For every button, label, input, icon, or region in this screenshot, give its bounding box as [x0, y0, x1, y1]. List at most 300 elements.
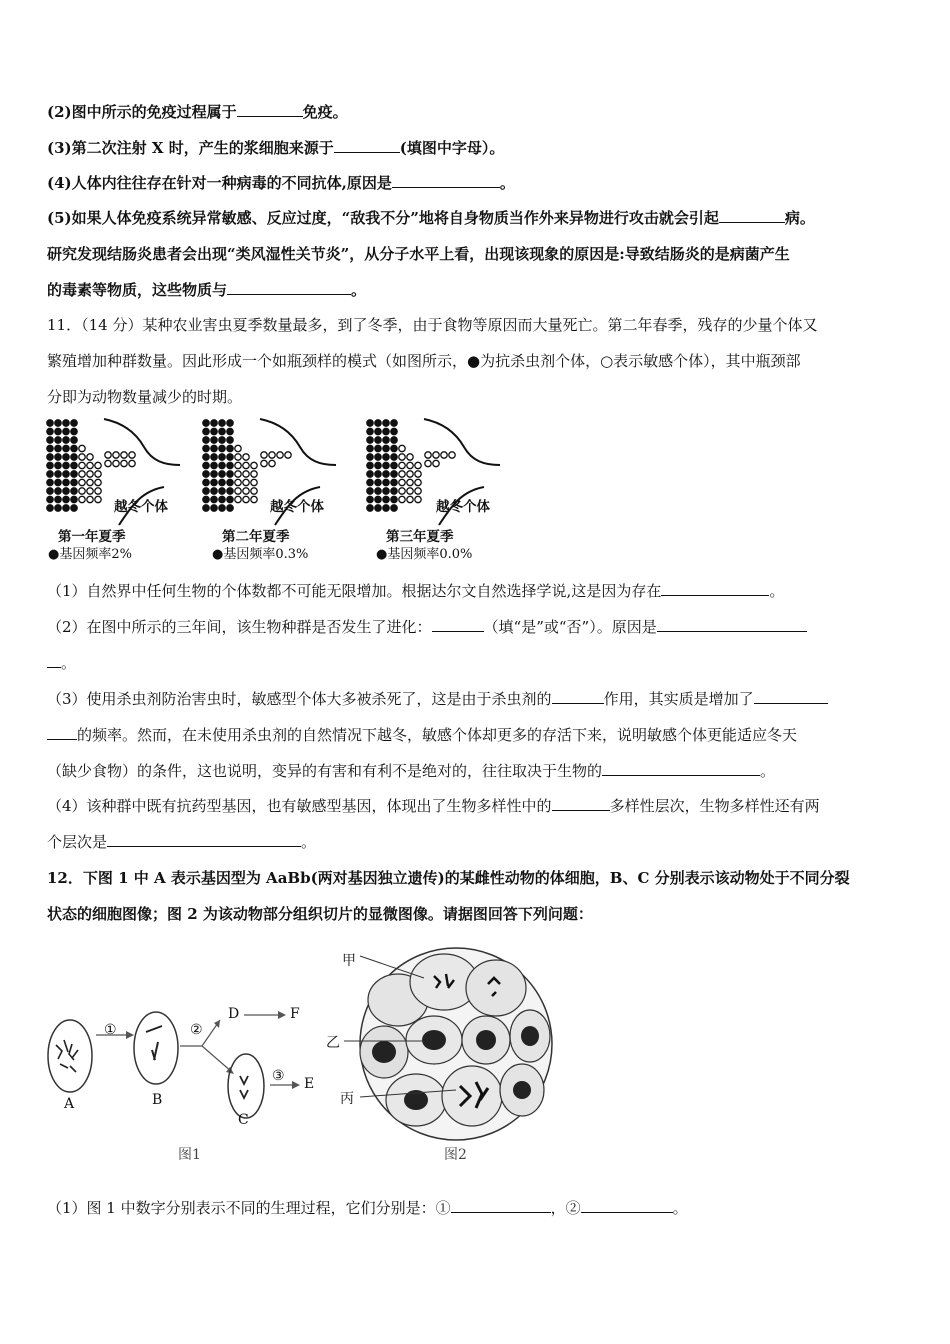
cell-division-figure — [44, 940, 564, 1170]
sensitive-individual-dot — [399, 488, 405, 494]
resistant-individual-dot — [211, 488, 217, 494]
overwinter-label: 越冬个体 — [114, 499, 168, 515]
sensitive-individual-dot — [407, 462, 413, 468]
overwinter-label: 越冬个体 — [436, 499, 490, 515]
resistant-individual-dot — [391, 479, 397, 485]
sensitive-individual-dot — [415, 488, 421, 494]
cell-label-b: B — [152, 1092, 163, 1108]
question-11 — [47, 315, 817, 335]
resistant-individual-dot — [55, 420, 61, 426]
resistant-individual-dot — [47, 420, 53, 426]
resistant-individual-dot — [391, 488, 397, 494]
sensitive-individual-dot — [79, 454, 85, 460]
text: 的频率。然而，在未使用杀虫剂的自然情况下越冬，敏感个体却更多的存活下来，说明敏感个体更能适应冬天 — [77, 726, 798, 744]
sensitive-individual-dot — [399, 454, 405, 460]
step-1-label: ① — [104, 1022, 117, 1038]
step-2-label: ② — [190, 1022, 203, 1038]
resistant-individual-dot — [383, 437, 389, 443]
sensitive-individual-dot — [449, 452, 455, 458]
resistant-individual-dot — [63, 462, 69, 468]
answer-blank[interactable] — [719, 208, 785, 223]
resistant-individual-dot — [211, 437, 217, 443]
resistant-individual-dot — [219, 488, 225, 494]
resistant-individual-dot — [375, 420, 381, 426]
sensitive-individual-dot — [261, 452, 267, 458]
resistant-individual-dot — [219, 454, 225, 460]
resistant-individual-dot — [375, 454, 381, 460]
sensitive-individual-dot — [235, 462, 241, 468]
sensitive-individual-dot — [407, 471, 413, 477]
sensitive-individual-dot — [95, 479, 101, 485]
resistant-individual-dot — [367, 488, 373, 494]
sensitive-individual-dot — [79, 488, 85, 494]
gene-frequency-label: ●基因频率2% — [48, 547, 132, 562]
text-line — [47, 617, 807, 637]
answer-blank[interactable] — [451, 1198, 551, 1213]
resistant-individual-dot — [211, 479, 217, 485]
sensitive-individual-dot — [79, 496, 85, 502]
resistant-individual-dot — [203, 445, 209, 451]
resistant-individual-dot — [63, 428, 69, 434]
text: 作用，其实质是增加了 — [603, 690, 754, 708]
sensitive-individual-dot — [415, 471, 421, 477]
resistant-individual-dot — [367, 428, 373, 434]
answer-blank[interactable] — [237, 102, 303, 117]
sensitive-individual-dot — [251, 462, 257, 468]
cell-label-e: E — [304, 1076, 315, 1092]
sensitive-individual-dot — [433, 460, 439, 466]
resistant-individual-dot — [227, 496, 233, 502]
resistant-individual-dot — [383, 496, 389, 502]
overwinter-label: 越冬个体 — [270, 499, 324, 515]
text-line — [47, 796, 820, 816]
resistant-individual-dot — [71, 428, 77, 434]
sensitive-individual-dot — [415, 462, 421, 468]
text-line — [47, 761, 775, 781]
population-figure — [44, 415, 514, 565]
resistant-individual-dot — [211, 445, 217, 451]
resistant-individual-dot — [383, 445, 389, 451]
sensitive-individual-dot — [113, 452, 119, 458]
sensitive-individual-dot — [95, 496, 101, 502]
resistant-individual-dot — [63, 445, 69, 451]
text-line — [47, 689, 828, 709]
sensitive-individual-dot — [251, 479, 257, 485]
text: 分即为动物数量减少的时期。 — [47, 388, 243, 406]
resistant-individual-dot — [55, 445, 61, 451]
resistant-individual-dot — [63, 454, 69, 460]
resistant-individual-dot — [375, 428, 381, 434]
answer-blank[interactable] — [47, 653, 61, 668]
resistant-individual-dot — [211, 420, 217, 426]
resistant-individual-dot — [55, 428, 61, 434]
resistant-individual-dot — [203, 479, 209, 485]
text-line — [47, 1198, 688, 1218]
sensitive-individual-dot — [243, 462, 249, 468]
text: 。 — [760, 762, 776, 780]
text-line — [47, 725, 797, 745]
resistant-individual-dot — [219, 496, 225, 502]
figure-1-caption: 图1 — [178, 1147, 201, 1163]
resistant-individual-dot — [47, 454, 53, 460]
sensitive-individual-dot — [235, 488, 241, 494]
sensitive-individual-dot — [425, 452, 431, 458]
gene-frequency-label: ●基因频率0.3% — [212, 547, 309, 562]
sensitive-individual-dot — [407, 454, 413, 460]
resistant-individual-dot — [383, 471, 389, 477]
resistant-individual-dot — [55, 437, 61, 443]
resistant-individual-dot — [227, 454, 233, 460]
text-line — [47, 280, 366, 300]
answer-blank[interactable] — [432, 617, 484, 632]
resistant-individual-dot — [219, 462, 225, 468]
resistant-individual-dot — [211, 505, 217, 511]
sensitive-individual-dot — [79, 479, 85, 485]
resistant-individual-dot — [47, 496, 53, 502]
sensitive-individual-dot — [425, 460, 431, 466]
sensitive-individual-dot — [251, 471, 257, 477]
resistant-individual-dot — [367, 479, 373, 485]
resistant-individual-dot — [391, 505, 397, 511]
resistant-individual-dot — [71, 496, 77, 502]
resistant-individual-dot — [227, 428, 233, 434]
sensitive-individual-dot — [105, 452, 111, 458]
resistant-individual-dot — [367, 420, 373, 426]
resistant-individual-dot — [211, 462, 217, 468]
sensitive-individual-dot — [243, 471, 249, 477]
text-line — [47, 138, 504, 158]
sensitive-individual-dot — [87, 479, 93, 485]
figure-2-caption: 图2 — [444, 1147, 467, 1163]
sensitive-individual-dot — [79, 462, 85, 468]
resistant-individual-dot — [71, 454, 77, 460]
sensitive-individual-dot — [79, 445, 85, 451]
resistant-individual-dot — [211, 496, 217, 502]
resistant-individual-dot — [203, 462, 209, 468]
sensitive-individual-dot — [243, 488, 249, 494]
resistant-individual-dot — [367, 496, 373, 502]
text: (填图中字母）。 — [399, 139, 505, 157]
answer-blank[interactable] — [227, 280, 351, 295]
answer-blank[interactable] — [334, 138, 400, 153]
resistant-individual-dot — [203, 505, 209, 511]
resistant-individual-dot — [211, 428, 217, 434]
figure-2 — [344, 948, 552, 1140]
answer-blank[interactable] — [754, 689, 828, 704]
resistant-individual-dot — [227, 479, 233, 485]
resistant-individual-dot — [367, 445, 373, 451]
resistant-individual-dot — [203, 428, 209, 434]
sensitive-individual-dot — [243, 496, 249, 502]
resistant-individual-dot — [47, 471, 53, 477]
sensitive-individual-dot — [95, 488, 101, 494]
answer-blank[interactable] — [581, 1198, 673, 1213]
resistant-individual-dot — [219, 479, 225, 485]
text: （4）该种群中既有抗药型基因，也有敏感型基因，体现出了生物多样性中的 — [47, 797, 552, 815]
resistant-individual-dot — [63, 471, 69, 477]
answer-blank[interactable] — [392, 173, 500, 188]
sensitive-individual-dot — [399, 471, 405, 477]
label-bing: 丙 — [340, 1091, 354, 1107]
text: 。 — [301, 833, 317, 851]
resistant-individual-dot — [55, 471, 61, 477]
resistant-individual-dot — [219, 471, 225, 477]
text: 的毒素等物质，这些物质与 — [47, 281, 228, 299]
cell-label-a: A — [64, 1096, 75, 1112]
resistant-individual-dot — [55, 479, 61, 485]
text: 。 — [672, 1199, 688, 1217]
resistant-individual-dot — [367, 454, 373, 460]
text: 状态的细胞图像；图 2 为该动物部分组织切片的显微图像。请据图回答下列问题： — [47, 905, 593, 923]
resistant-individual-dot — [375, 505, 381, 511]
sensitive-individual-dot — [407, 479, 413, 485]
resistant-individual-dot — [391, 454, 397, 460]
resistant-individual-dot — [219, 445, 225, 451]
sensitive-individual-dot — [261, 460, 267, 466]
resistant-individual-dot — [211, 471, 217, 477]
resistant-individual-dot — [367, 471, 373, 477]
sensitive-individual-dot — [113, 460, 119, 466]
answer-blank[interactable] — [602, 761, 760, 776]
resistant-individual-dot — [63, 488, 69, 494]
sensitive-individual-dot — [243, 479, 249, 485]
resistant-individual-dot — [47, 462, 53, 468]
resistant-individual-dot — [203, 454, 209, 460]
text: (3)第二次注射 X 时，产生的浆细胞来源于 — [47, 139, 334, 157]
resistant-individual-dot — [55, 462, 61, 468]
resistant-individual-dot — [227, 471, 233, 477]
sensitive-individual-dot — [87, 471, 93, 477]
cell-label-d: D — [228, 1006, 240, 1022]
sensitive-individual-dot — [129, 452, 135, 458]
sensitive-individual-dot — [269, 452, 275, 458]
resistant-individual-dot — [71, 437, 77, 443]
resistant-individual-dot — [71, 505, 77, 511]
resistant-individual-dot — [55, 496, 61, 502]
resistant-individual-dot — [219, 420, 225, 426]
resistant-individual-dot — [219, 428, 225, 434]
population-panel-3 — [364, 415, 514, 560]
resistant-individual-dot — [367, 462, 373, 468]
sensitive-individual-dot — [399, 479, 405, 485]
resistant-individual-dot — [47, 505, 53, 511]
sensitive-individual-dot — [399, 445, 405, 451]
resistant-individual-dot — [71, 488, 77, 494]
resistant-individual-dot — [63, 505, 69, 511]
resistant-individual-dot — [47, 479, 53, 485]
sensitive-individual-dot — [415, 479, 421, 485]
text-line — [47, 653, 76, 673]
resistant-individual-dot — [375, 437, 381, 443]
resistant-individual-dot — [71, 471, 77, 477]
population-panel-1 — [44, 415, 194, 560]
label-jia: 甲 — [342, 953, 356, 969]
resistant-individual-dot — [71, 445, 77, 451]
resistant-individual-dot — [383, 479, 389, 485]
population-panel-2 — [200, 415, 350, 560]
sensitive-individual-dot — [79, 471, 85, 477]
resistant-individual-dot — [203, 420, 209, 426]
sensitive-individual-dot — [407, 496, 413, 502]
text: 12．下图 1 中 A 表示基因型为 AaBb(两对基因独立遗传)的某雌性动物的体细胞，B、C 分别表示该动物处于不同分裂 — [47, 869, 850, 887]
text: （3）使用杀虫剂防治害虫时，敏感型个体大多被杀死了，这是由于杀虫剂的 — [47, 690, 552, 708]
sensitive-individual-dot — [399, 496, 405, 502]
resistant-individual-dot — [375, 479, 381, 485]
answer-blank[interactable] — [107, 832, 301, 847]
sensitive-individual-dot — [251, 488, 257, 494]
step-3-label: ③ — [272, 1068, 285, 1084]
text: （缺少食物）的条件，这也说明，变异的有害和有利不是绝对的，往往取决于生物的 — [47, 762, 603, 780]
text-line — [47, 387, 242, 407]
text: 。 — [61, 654, 77, 672]
sensitive-individual-dot — [235, 479, 241, 485]
resistant-individual-dot — [211, 454, 217, 460]
sensitive-individual-dot — [87, 462, 93, 468]
sensitive-individual-dot — [269, 460, 275, 466]
resistant-individual-dot — [227, 462, 233, 468]
text: 繁殖增加种群数量。因此形成一个如瓶颈样的模式（如图所示，●为抗杀虫剂个体，○表示敏感个体），其中瓶颈部 — [47, 352, 801, 370]
resistant-individual-dot — [203, 471, 209, 477]
text: 。 — [351, 281, 367, 299]
sensitive-individual-dot — [87, 454, 93, 460]
text: 多样性层次，生物多样性还有两 — [609, 797, 820, 815]
resistant-individual-dot — [47, 445, 53, 451]
text: ，② — [550, 1199, 581, 1217]
resistant-individual-dot — [391, 428, 397, 434]
sensitive-individual-dot — [105, 460, 111, 466]
text: (5)如果人体免疫系统异常敏感、反应过度，“敌我不分”地将自身物质当作外来异物进行攻击就会引起 — [47, 209, 719, 227]
cell-division-drawing — [44, 940, 564, 1170]
sensitive-individual-dot — [121, 460, 127, 466]
season-label: 第一年夏季 — [58, 529, 126, 545]
resistant-individual-dot — [55, 505, 61, 511]
answer-blank[interactable] — [552, 689, 604, 704]
sensitive-individual-dot — [243, 454, 249, 460]
resistant-individual-dot — [71, 420, 77, 426]
sensitive-individual-dot — [129, 460, 135, 466]
sensitive-individual-dot — [277, 452, 283, 458]
answer-blank[interactable] — [661, 581, 769, 596]
resistant-individual-dot — [375, 445, 381, 451]
text: (4)人体内往往存在针对一种病毒的不同抗体,原因是 — [47, 174, 392, 192]
resistant-individual-dot — [391, 420, 397, 426]
resistant-individual-dot — [55, 488, 61, 494]
sensitive-individual-dot — [235, 454, 241, 460]
resistant-individual-dot — [383, 420, 389, 426]
text: 病。 — [784, 209, 815, 227]
sensitive-individual-dot — [87, 488, 93, 494]
resistant-individual-dot — [227, 505, 233, 511]
answer-blank[interactable] — [47, 725, 77, 740]
resistant-individual-dot — [219, 437, 225, 443]
text-line — [47, 904, 593, 924]
resistant-individual-dot — [63, 479, 69, 485]
figure-1 — [48, 1011, 300, 1118]
resistant-individual-dot — [219, 505, 225, 511]
resistant-individual-dot — [383, 505, 389, 511]
resistant-individual-dot — [391, 496, 397, 502]
sensitive-individual-dot — [235, 445, 241, 451]
text-line — [47, 244, 790, 264]
text: 。 — [499, 174, 515, 192]
cell-label-f: F — [290, 1006, 300, 1022]
text-line — [47, 173, 515, 193]
resistant-individual-dot — [71, 479, 77, 485]
text-line — [47, 102, 348, 122]
resistant-individual-dot — [383, 428, 389, 434]
resistant-individual-dot — [227, 437, 233, 443]
text-line — [47, 351, 801, 371]
text-line — [47, 832, 316, 852]
text: （1）自然界中任何生物的个体数都不可能无限增加。根据达尔文自然选择学说,这是因为存在 — [47, 582, 662, 600]
resistant-individual-dot — [383, 462, 389, 468]
resistant-individual-dot — [391, 445, 397, 451]
text: (2)图中所示的免疫过程属于 — [47, 103, 237, 121]
resistant-individual-dot — [203, 496, 209, 502]
question-12 — [47, 868, 850, 888]
resistant-individual-dot — [227, 488, 233, 494]
sensitive-individual-dot — [235, 471, 241, 477]
resistant-individual-dot — [203, 488, 209, 494]
season-label: 第二年夏季 — [222, 529, 290, 545]
resistant-individual-dot — [203, 437, 209, 443]
sensitive-individual-dot — [415, 496, 421, 502]
text: 11．（14 分）某种农业害虫夏季数量最多，到了冬季，由于食物等原因而大量死亡。第二年春季，残存的少量个体又 — [47, 316, 818, 334]
resistant-individual-dot — [367, 505, 373, 511]
sensitive-individual-dot — [399, 462, 405, 468]
sensitive-individual-dot — [251, 496, 257, 502]
resistant-individual-dot — [63, 437, 69, 443]
resistant-individual-dot — [391, 462, 397, 468]
sensitive-individual-dot — [87, 496, 93, 502]
resistant-individual-dot — [391, 437, 397, 443]
text: 研究发现结肠炎患者会出现“类风湿性关节炎”，从分子水平上看，出现该现象的原因是:导致结肠炎的是病菌产生 — [47, 245, 790, 263]
text: （2）在图中所示的三年间，该生物种群是否发生了进化： — [47, 618, 432, 636]
sensitive-individual-dot — [95, 462, 101, 468]
resistant-individual-dot — [71, 462, 77, 468]
text-line — [47, 581, 784, 601]
sensitive-individual-dot — [285, 452, 291, 458]
text: （1）图 1 中数字分别表示不同的生理过程，它们分别是：① — [47, 1199, 451, 1217]
gene-frequency-label: ●基因频率0.0% — [376, 547, 473, 562]
resistant-individual-dot — [391, 471, 397, 477]
text: 。 — [769, 582, 785, 600]
resistant-individual-dot — [375, 496, 381, 502]
resistant-individual-dot — [375, 471, 381, 477]
resistant-individual-dot — [227, 445, 233, 451]
resistant-individual-dot — [227, 420, 233, 426]
answer-blank[interactable] — [657, 617, 807, 632]
resistant-individual-dot — [55, 454, 61, 460]
resistant-individual-dot — [63, 496, 69, 502]
answer-blank[interactable] — [552, 796, 610, 811]
season-label: 第三年夏季 — [386, 529, 454, 545]
sensitive-individual-dot — [441, 452, 447, 458]
text: 个层次是 — [47, 833, 108, 851]
resistant-individual-dot — [367, 437, 373, 443]
resistant-individual-dot — [47, 428, 53, 434]
cell-label-c: C — [238, 1112, 249, 1128]
text-line — [47, 208, 815, 228]
resistant-individual-dot — [375, 488, 381, 494]
resistant-individual-dot — [63, 420, 69, 426]
resistant-individual-dot — [47, 488, 53, 494]
sensitive-individual-dot — [407, 488, 413, 494]
resistant-individual-dot — [47, 437, 53, 443]
label-yi: 乙 — [326, 1035, 340, 1051]
text: 免疫。 — [302, 103, 348, 121]
resistant-individual-dot — [383, 454, 389, 460]
